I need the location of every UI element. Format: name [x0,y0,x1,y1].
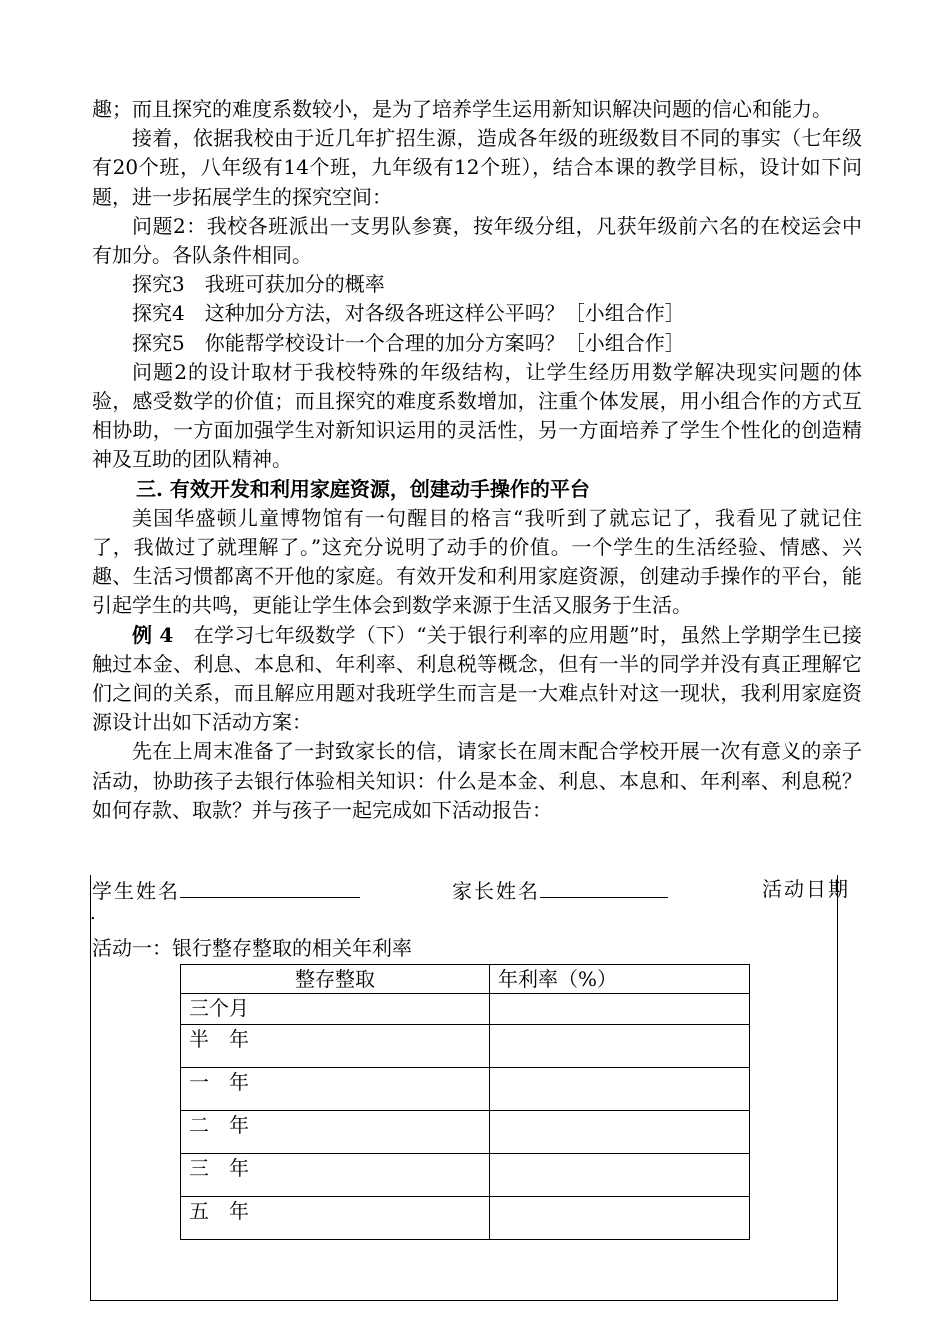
term-cell: 五 年 [181,1197,490,1240]
table-header-row [181,965,750,994]
rate-cell[interactable] [490,1068,750,1111]
paragraph: 先在上周末准备了一封致家长的信，请家长在周末配合学校开展一次有意义的亲子活动，协助孩子去银行体验相关知识：什么是本金、利息、本息和、年利率、利息税？如何存款、取款？并与孩子一起完成如下活动报告： [92,739,862,822]
parent-name-row [452,875,668,905]
rate-cell[interactable] [490,1025,750,1068]
paragraph: 探究3 我班可获加分的概率 [132,272,385,297]
header-deposit-type: 整存整取 [181,965,490,994]
term-cell: 二 年 [181,1111,490,1154]
table-row [181,1111,750,1154]
paragraph: 美国华盛顿儿童博物馆有一句醒目的格言“我听到了就忘记了，我看见了就记住了，我做过了就理解了。”这充分说明了动手的价值。一个学生的生活经验、情感、兴趣、生活习惯都离不开他的家庭。有效开发和利用家庭资源，创建动手操作的平台，能引起学生的共鸣，更能让学生体会到数学来源于生活又服务于生活。 [92,505,862,618]
rate-cell[interactable] [490,1154,750,1197]
parent-name-label: 家长姓名 [452,879,540,903]
student-name-label: 学生姓名 [92,879,180,903]
table-row [181,1154,750,1197]
paragraph: 探究5 你能帮学校设计一个合理的加分方案吗？［小组合作］ [132,330,685,355]
rate-cell[interactable] [490,994,750,1025]
example-text: 在学习七年级数学（下）“关于银行利率的应用题”时，虽然上学期学生已接触过本金、利息、本息和、年利率、利息税等概念，但有一半的同学并没有真正理解它们之间的关系，而且解应用题对我班学生而言是一大难点针对这一现状，我利用家庭资源设计出如下活动方案： [92,622,862,735]
rate-cell[interactable] [490,1197,750,1240]
activity1-title: 活动一：银行整存整取的相关年利率 [92,936,412,960]
paragraph [92,621,862,738]
example-label: 例 4 [132,622,174,647]
term-cell: 一 年 [181,1068,490,1111]
table-row [181,1068,750,1111]
table-row [181,1197,750,1240]
paragraph: 探究4 这种加分方法，对各级各班这样公平吗？［小组合作］ [132,301,685,326]
table-row [181,994,750,1025]
body-text [92,95,862,825]
student-name-field[interactable] [180,875,360,898]
term-cell: 三 年 [181,1154,490,1197]
activity-date-row [762,875,850,903]
paragraph: 趣；而且探究的难度系数较小，是为了培养学生运用新知识解决问题的信心和能力。 [92,97,832,121]
paragraph: 接着，依据我校由于近几年扩招生源，造成各年级的班级数目不同的事实（七年级有20个班，八年级有14个班，九年级有12个班），结合本课的教学目标，设计如下问题，进一步拓展学生的探究空间： [92,126,862,209]
student-name-row [92,875,360,905]
activity-date-label: 活动日期 [762,877,850,901]
term-cell: 半 年 [181,1025,490,1068]
header-annual-rate: 年利率（%） [490,965,750,994]
term-cell: 三个月 [181,994,490,1025]
rate-cell[interactable] [490,1111,750,1154]
table-row [181,1025,750,1068]
paragraph: 问题2：我校各班派出一支男队参赛，按年级分组，凡获年级前六名的在校运会中有加分。各队条件相同。 [92,213,862,268]
dot-mark: . [90,903,96,924]
paragraph: 问题2的设计取材于我校特殊的年级结构，让学生经历用数学解决现实问题的体验，感受数学的价值；而且探究的难度系数增加，注重个体发展，用小组合作的方式互相协助，一方面加强学生对新知识运用的灵活性，另一方面培养了学生个性化的创造精神及互助的团队精神。 [92,359,862,472]
interest-rate-table [180,964,750,1240]
section-heading: 三. 有效开发和利用家庭资源，创建动手操作的平台 [136,476,590,501]
parent-name-field[interactable] [540,875,668,898]
